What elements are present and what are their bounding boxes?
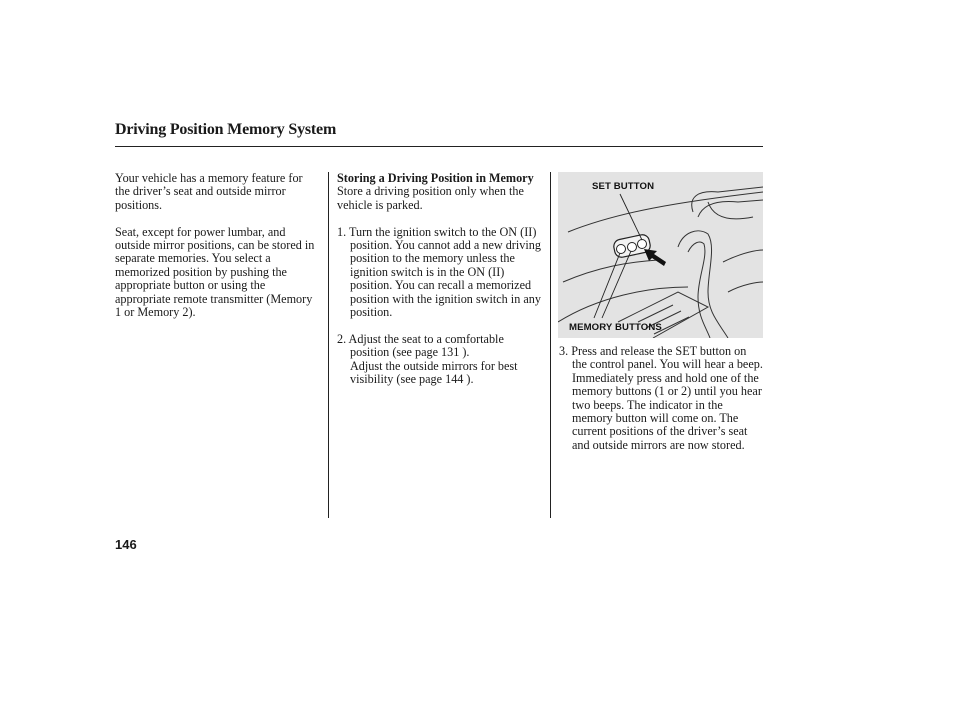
memory-buttons-label: MEMORY BUTTONS [569, 322, 662, 333]
pull-handle-inner [688, 242, 710, 338]
set-button-icon [638, 240, 647, 249]
step-1: 1. Turn the ignition switch to the ON (II) position. You cannot add a new driving position to the memory unless the ignition switch is in the ON (II) position. You can recall a memorized position with the ignition switch in any position. [337, 224, 541, 320]
page-number: 146 [115, 537, 137, 552]
page-title: Driving Position Memory System [115, 121, 337, 138]
step-2: 2. Adjust the seat to a comfortable position (see page 131 ). [337, 331, 504, 360]
step-3: 3. Press and release the SET button on the control panel. You will hear a beep. Immediately press and hold one of the memory buttons (1 or 2) until you hear two beeps. The indicator in the memory button will come on. The current positions of the driver’s seat and outside mirrors are now stored. [559, 344, 763, 452]
door-trim-line [568, 192, 763, 232]
panel-edge-line-2 [728, 282, 763, 292]
panel-edge-line [723, 250, 763, 262]
door-contour-line [563, 260, 658, 282]
set-button-label: SET BUTTON [592, 181, 655, 192]
memory-buttons-illustration [558, 172, 763, 338]
column-divider-1 [328, 172, 329, 518]
pointer-arrow-icon [644, 249, 666, 266]
memory-description-paragraph: Seat, except for power lumbar, and outside mirror positions, can be stored in separate memories. You select a memorized position by pushing the appropriate button or using the appropriate remote transmitter (Memory 1 or Memory 2). [115, 224, 315, 320]
column-storing [337, 172, 543, 386]
column-intro [115, 172, 315, 319]
handle-curve [708, 202, 753, 219]
step-2-mirrors: Adjust the outside mirrors for best visibility (see page 144 ). [350, 358, 518, 387]
memory-button-2-icon [628, 243, 637, 252]
title-rule [115, 146, 763, 147]
set-button-leader [620, 194, 642, 240]
storing-intro: Store a driving position only when the vehicle is parked. [337, 184, 524, 212]
memory-button-1-icon [617, 245, 626, 254]
column-step-3 [559, 345, 764, 452]
door-panel-drawing [558, 172, 763, 338]
section-heading: Storing a Driving Position in Memory [337, 171, 534, 185]
memory-button-cluster [613, 233, 652, 258]
column-divider-2 [550, 172, 551, 518]
intro-paragraph: Your vehicle has a memory feature for the driver’s seat and outside mirror positions. [115, 171, 303, 212]
